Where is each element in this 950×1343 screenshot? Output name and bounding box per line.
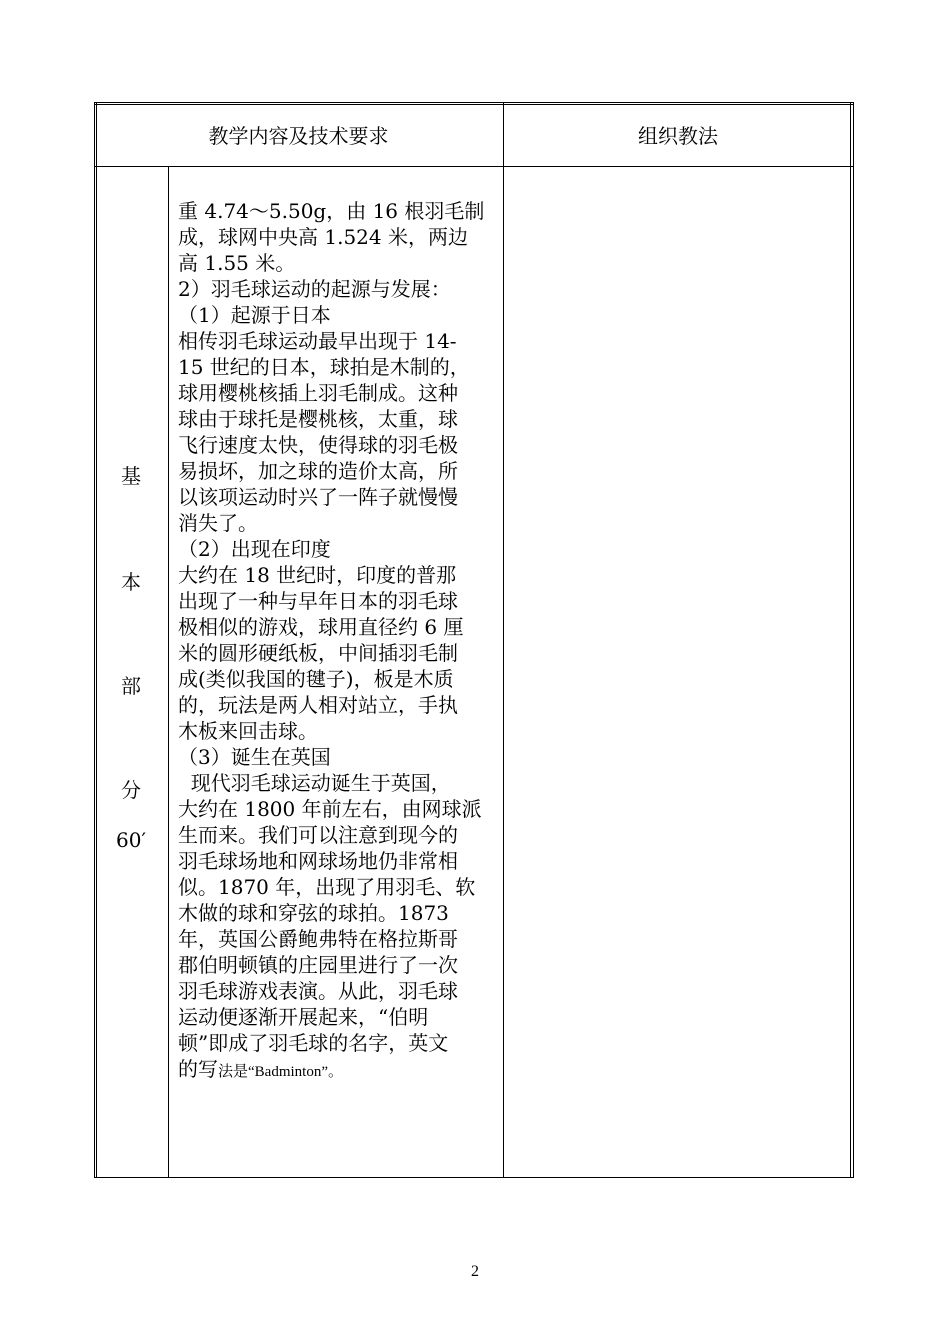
content-line: 羽毛球场地和网球场地仍非常相 bbox=[178, 849, 458, 873]
content-line: 重 4.74～5.50g，由 16 根羽毛制 bbox=[178, 199, 485, 223]
content-line: 以该项运动时兴了一阵子就慢慢 bbox=[178, 485, 458, 509]
table-bottom-border bbox=[94, 1177, 854, 1178]
section-label-fen: 分 bbox=[121, 778, 141, 802]
content-text bbox=[178, 198, 508, 1085]
content-line: 高 1.55 米。 bbox=[178, 251, 296, 275]
header-organization-method: 组织教法 bbox=[638, 123, 718, 148]
content-line: 15 世纪的日本，球拍是木制的， bbox=[178, 355, 470, 379]
content-line: 出现了一种与早年日本的羽毛球 bbox=[178, 589, 458, 613]
content-line: 米的圆形硬纸板，中间插羽毛制 bbox=[178, 641, 458, 665]
last-line-start: 的写 bbox=[178, 1057, 218, 1081]
content-line: 成(类似我国的毽子)，板是木质 bbox=[178, 667, 454, 691]
content-line: 现代羽毛球运动诞生于英国， bbox=[178, 771, 451, 795]
table-right-border-inner bbox=[850, 102, 851, 1178]
header-content-requirements: 教学内容及技术要求 bbox=[208, 123, 389, 148]
content-line: 2）羽毛球运动的起源与发展： bbox=[178, 277, 451, 301]
content-line: （1）起源于日本 bbox=[178, 303, 331, 327]
section-label-ji: 基 bbox=[121, 464, 141, 488]
content-line: 大约在 18 世纪时，印度的普那 bbox=[178, 563, 457, 587]
table-left-border bbox=[94, 102, 95, 1178]
section-label-ben: 本 bbox=[121, 570, 141, 594]
content-line: 年，英国公爵鲍弗特在格拉斯哥 bbox=[178, 927, 458, 951]
content-line: （2）出现在印度 bbox=[178, 537, 331, 561]
content-line: 飞行速度太快，使得球的羽毛极 bbox=[178, 433, 458, 457]
table-left-border-inner bbox=[96, 102, 97, 1178]
content-line: 球用樱桃核插上羽毛制成。这种 bbox=[178, 381, 458, 405]
content-line: 木做的球和穿弦的球拍。1873 bbox=[178, 901, 449, 925]
content-line: 易损坏，加之球的造价太高，所 bbox=[178, 459, 458, 483]
content-line: 的，玩法是两人相对站立，手执 bbox=[178, 693, 458, 717]
content-line: 生而来。我们可以注意到现今的 bbox=[178, 823, 458, 847]
content-line: 木板来回击球。 bbox=[178, 719, 318, 743]
content-line: 顿”即成了羽毛球的名字，英文 bbox=[178, 1031, 449, 1055]
lesson-table bbox=[94, 102, 854, 1178]
content-line: 郡伯明顿镇的庄园里进行了一次 bbox=[178, 953, 458, 977]
page-number: 2 bbox=[471, 1263, 479, 1280]
section-divider bbox=[168, 166, 169, 1178]
table-right-border bbox=[853, 102, 854, 1178]
content-line: 消失了。 bbox=[178, 511, 258, 535]
content-line: 成，球网中央高 1.524 米，两边 bbox=[178, 225, 468, 249]
content-line: 极相似的游戏，球用直径约 6 厘 bbox=[178, 615, 464, 639]
content-last-line bbox=[178, 1056, 508, 1085]
content-line: （3）诞生在英国 bbox=[178, 745, 331, 769]
content-line: 羽毛球游戏表演。从此，羽毛球 bbox=[178, 979, 458, 1003]
section-label-duration: 60′ bbox=[116, 828, 146, 852]
content-line: 大约在 1800 年前左右，由网球派 bbox=[178, 797, 482, 821]
content-line: 运动便逐渐开展起来，“伯明 bbox=[178, 1005, 429, 1029]
last-line-end: 法是“Badminton”。 bbox=[218, 1064, 343, 1080]
content-line: 似。1870 年，出现了用羽毛、软 bbox=[178, 875, 476, 899]
content-line: 相传羽毛球运动最早出现于 14- bbox=[178, 329, 457, 353]
header-separator bbox=[94, 166, 854, 167]
section-label-bu: 部 bbox=[121, 674, 141, 698]
content-line: 球由于球托是樱桃核，太重，球 bbox=[178, 407, 458, 431]
